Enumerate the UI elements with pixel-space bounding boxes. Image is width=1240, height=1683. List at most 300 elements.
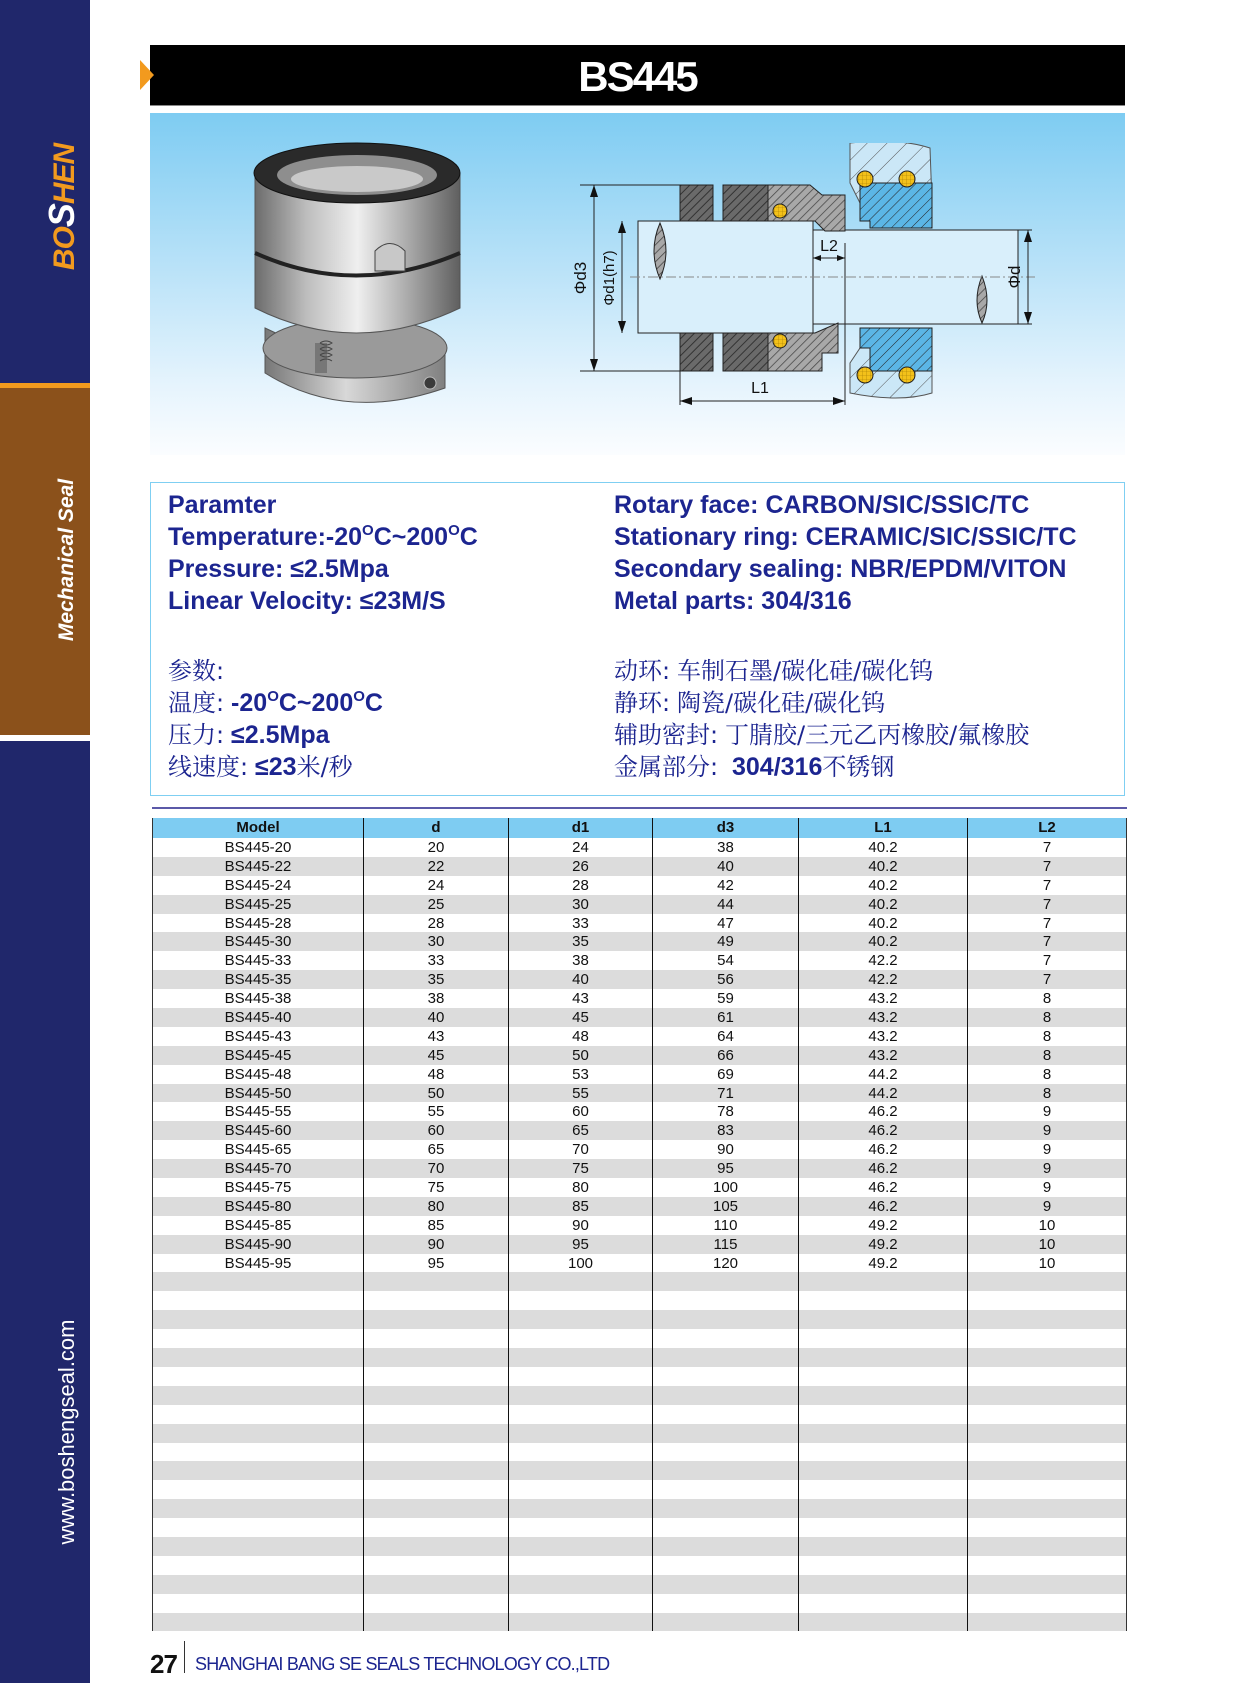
table-row [153,1121,1126,1140]
table-cell: 28 [364,914,509,933]
table-cell [653,1537,799,1556]
table-cell: 35 [509,932,653,951]
table-cell [153,1556,364,1575]
table-cell: 24 [509,838,653,857]
table-cell: BS445-95 [153,1254,364,1273]
parameter-box [150,482,1125,796]
table-cell [653,1405,799,1424]
table-cell [968,1556,1126,1575]
table-cell: 65 [364,1140,509,1159]
table-cell [653,1499,799,1518]
table-cell: 40.2 [799,895,968,914]
table-cell: 46.2 [799,1197,968,1216]
table-cell [364,1518,509,1537]
table-cell: 35 [364,970,509,989]
table-cell [968,1537,1126,1556]
table-row-empty [153,1386,1126,1405]
table-cell: 43.2 [799,989,968,1008]
table-cell: 7 [1042,971,1052,989]
cn-temp-c: C [364,689,383,717]
param-stationary-ring: Stationary ring: CERAMIC/SIC/SSIC/TC [614,523,1077,551]
table-cell: 69 [653,1065,799,1084]
title-bar [150,45,1125,106]
cn-velocity-value: ≤23 [255,753,297,781]
table-cell: BS445-85 [153,1216,364,1235]
table-cell [364,1556,509,1575]
table-cell: BS445-65 [153,1140,364,1159]
table-cell [153,1613,364,1632]
table-cell [364,1329,509,1348]
table-cell [968,1594,1126,1613]
table-cell: 43.2 [799,1027,968,1046]
table-cell: 54 [653,951,799,970]
logo-suffix: HEN [48,143,81,205]
table-cell: 7 [1042,839,1052,856]
column-header: d3 [653,818,799,838]
table-cell [653,1310,799,1329]
table-cell: 110 [653,1216,799,1235]
product-hero [150,113,1125,455]
column-header: Model [153,818,364,838]
table-cell: 59 [653,989,799,1008]
table-cell [653,1367,799,1386]
table-cell: 40 [653,857,799,876]
table-cell: 85 [509,1197,653,1216]
section-label: Mechanical Seal [55,478,78,642]
table-cell [968,1575,1126,1594]
table-cell: 38 [653,838,799,857]
label-l2: L2 [820,238,838,255]
table-cell: 22 [364,857,509,876]
table-cell [364,1272,509,1291]
table-cell [509,1405,653,1424]
table-cell: 56 [653,970,799,989]
table-cell: 70 [364,1159,509,1178]
table-cell [653,1291,799,1310]
table-cell: BS445-90 [153,1235,364,1254]
cn-velocity-unit: 米/秒 [296,753,353,781]
table-cell: BS445-70 [153,1159,364,1178]
degree-mark: O [362,522,374,539]
table-cell: BS445-80 [153,1197,364,1216]
table-cell [364,1424,509,1443]
table-cell: BS445-30 [153,932,364,951]
temp-text-a: Temperature:-20 [168,523,363,551]
table-cell [653,1461,799,1480]
table-row [153,1216,1126,1235]
table-cell: 38 [364,989,509,1008]
table-cell [153,1480,364,1499]
table-cell: BS445-24 [153,876,364,895]
table-cell [799,1405,968,1424]
table-cell: 49.2 [799,1235,968,1254]
table-cell [153,1329,364,1348]
label-l1: L1 [751,380,769,397]
table-cell [968,1461,1126,1480]
table-row-empty [153,1405,1126,1424]
table-cell [968,1291,1126,1310]
degree-mark: O [267,688,279,705]
cn-heading-text: 参数: [168,657,225,685]
table-cell [153,1405,364,1424]
table-cell [653,1480,799,1499]
table-cell [153,1386,364,1405]
table-cell [509,1575,653,1594]
table-cell [364,1310,509,1329]
table-cell: BS445-48 [153,1065,364,1084]
table-cell: 95 [509,1235,653,1254]
table-cell [509,1613,653,1632]
cn-metal-value: 304/316 [732,753,823,781]
table-cell: 28 [509,876,653,895]
table-cell: 30 [509,895,653,914]
website-link[interactable]: www.boshengseal.com [54,1319,79,1545]
table-cell: 75 [364,1178,509,1197]
table-cell [968,1424,1126,1443]
table-row-empty [153,1480,1126,1499]
column-header: L2 [1038,819,1056,836]
table-cell: 43 [509,989,653,1008]
table-cell [509,1556,653,1575]
product-photo [245,133,485,433]
section-divider [152,807,1127,809]
table-cell: BS445-33 [153,951,364,970]
table-row-empty [153,1443,1126,1462]
table-cell: 7 [1042,933,1052,951]
table-cell: 61 [653,1008,799,1027]
table-row [153,1027,1126,1046]
spec-table [152,818,1127,1631]
table-cell: BS445-43 [153,1027,364,1046]
table-row-empty [153,1424,1126,1443]
cn-rotary-value: 车制石墨/碳化硅/碳化钨 [677,657,934,685]
table-cell [799,1537,968,1556]
table-cell [653,1518,799,1537]
table-cell [364,1443,509,1462]
table-cell: 26 [509,857,653,876]
table-cell: BS445-35 [153,970,364,989]
table-row [153,876,1126,895]
table-cell [364,1348,509,1367]
table-cell: 33 [364,951,509,970]
table-cell: 83 [653,1121,799,1140]
cn-rotary-label: 动环: [614,657,671,685]
table-cell: 9 [1042,1103,1052,1121]
table-cell: 115 [653,1235,799,1254]
table-cell [509,1594,653,1613]
table-cell [799,1575,968,1594]
table-cell [653,1556,799,1575]
table-cell: BS445-28 [153,914,364,933]
table-row [153,1046,1126,1065]
param-cn-rotary [614,651,933,686]
table-cell: 33 [509,914,653,933]
logo-prefix: BO [48,227,81,271]
table-row-empty [153,1556,1126,1575]
table-cell [364,1461,509,1480]
table-cell [799,1613,968,1632]
table-row-empty [153,1575,1126,1594]
table-cell: 46.2 [799,1140,968,1159]
table-cell: BS445-22 [153,857,364,876]
table-row-empty [153,1291,1126,1310]
table-cell [799,1443,968,1462]
table-cell [364,1613,509,1632]
table-row [153,1178,1126,1197]
table-cell [799,1556,968,1575]
table-cell: 40 [364,1008,509,1027]
table-cell: 30 [364,932,509,951]
table-cell: 60 [509,1102,653,1121]
table-cell: 95 [364,1254,509,1273]
table-cell: BS445-75 [153,1178,364,1197]
param-cn-pressure [168,715,330,750]
table-cell [153,1310,364,1329]
table-cell [799,1424,968,1443]
table-cell: 44 [653,895,799,914]
param-rotary-face: Rotary face: CARBON/SIC/SSIC/TC [614,491,1030,519]
table-row-empty [153,1518,1126,1537]
table-cell: 43.2 [799,1046,968,1065]
table-cell: 7 [1042,914,1052,932]
cn-temp-a: -20 [231,689,268,717]
table-cell: 60 [364,1121,509,1140]
table-cell [153,1443,364,1462]
table-cell: 8 [1042,1084,1052,1102]
company-name: SHANGHAI BANG SE SEALS TECHNOLOGY CO.,LTD [195,1654,610,1674]
table-cell [364,1367,509,1386]
param-metal-parts: Metal parts: 304/316 [614,587,852,615]
table-cell [799,1272,968,1291]
table-cell: 50 [509,1046,653,1065]
table-cell [364,1575,509,1594]
table-cell: 9 [1042,1141,1052,1159]
cn-velocity-label: 线速度: [168,753,249,781]
table-cell: 120 [653,1254,799,1273]
table-cell: BS445-55 [153,1102,364,1121]
table-cell: 44.2 [799,1084,968,1103]
table-cell: 45 [364,1046,509,1065]
table-cell [799,1386,968,1405]
table-row [153,1159,1126,1178]
table-cell: 25 [364,895,509,914]
table-cell: 46.2 [799,1102,968,1121]
label-d: Φd [1005,265,1024,289]
table-cell: 44.2 [799,1065,968,1084]
table-cell: 43 [364,1027,509,1046]
table-cell: 71 [653,1084,799,1103]
table-cell [153,1594,364,1613]
page-number: 27 [150,1649,177,1679]
table-cell: 8 [1042,1009,1052,1027]
table-cell [153,1499,364,1518]
table-cell: 8 [1042,990,1052,1008]
table-cell [364,1386,509,1405]
table-cell [509,1367,653,1386]
table-cell: 40.2 [799,876,968,895]
table-cell: 105 [653,1197,799,1216]
label-d1: Φd1(h7) [601,250,618,306]
table-cell [799,1348,968,1367]
table-cell [653,1348,799,1367]
table-cell [653,1272,799,1291]
table-cell: 55 [364,1102,509,1121]
table-row-empty [153,1461,1126,1480]
table-cell: 9 [1042,1122,1052,1140]
table-cell: 66 [653,1046,799,1065]
param-cn-stationary [614,683,885,718]
table-cell [653,1575,799,1594]
table-cell [799,1310,968,1329]
table-cell [509,1537,653,1556]
table-cell: 43.2 [799,1008,968,1027]
table-cell [153,1518,364,1537]
table-cell: 48 [364,1065,509,1084]
table-cell: 40.2 [799,857,968,876]
cn-metal-label: 金属部分: [614,753,719,781]
table-cell [653,1594,799,1613]
table-cell: 85 [364,1216,509,1235]
table-cell [653,1424,799,1443]
table-cell: 49.2 [799,1254,968,1273]
table-cell [968,1443,1126,1462]
table-cell [364,1405,509,1424]
table-cell [153,1424,364,1443]
table-cell [509,1386,653,1405]
table-cell: 45 [509,1008,653,1027]
table-cell [968,1367,1126,1386]
column-header: d [364,818,509,838]
table-cell: BS445-50 [153,1084,364,1103]
footer-separator [184,1641,185,1673]
table-cell [653,1386,799,1405]
table-cell: 7 [1042,876,1052,894]
table-cell: 42.2 [799,970,968,989]
table-row [153,1008,1126,1027]
param-cn-velocity [168,747,353,782]
table-cell [968,1480,1126,1499]
table-cell: 75 [509,1159,653,1178]
table-cell [509,1518,653,1537]
cross-section-diagram [570,143,1070,433]
table-cell: 8 [1042,1065,1052,1083]
table-row [153,1140,1126,1159]
table-cell: 40.2 [799,914,968,933]
table-cell [509,1348,653,1367]
table-cell: 95 [653,1159,799,1178]
table-cell [799,1329,968,1348]
table-cell [509,1443,653,1462]
table-header-row [153,818,1126,838]
table-cell: BS445-60 [153,1121,364,1140]
cn-temp-label: 温度: [168,689,225,717]
table-row-empty [153,1499,1126,1518]
table-cell [153,1537,364,1556]
table-cell: 40 [509,970,653,989]
table-cell: BS445-25 [153,895,364,914]
table-cell [968,1386,1126,1405]
table-row [153,1084,1126,1103]
table-cell: 10 [1038,1235,1056,1253]
page-title: BS445 [578,53,697,100]
table-cell [364,1480,509,1499]
table-cell: BS445-20 [153,838,364,857]
table-cell: 49.2 [799,1216,968,1235]
table-cell [509,1461,653,1480]
table-cell [968,1310,1126,1329]
table-cell [509,1329,653,1348]
table-cell: 9 [1042,1160,1052,1178]
table-cell: 55 [509,1084,653,1103]
param-heading: Paramter [168,491,277,519]
table-cell [153,1575,364,1594]
table-cell: 100 [509,1254,653,1273]
table-cell [653,1613,799,1632]
cn-stationary-label: 静环: [614,689,671,717]
table-cell [968,1272,1126,1291]
table-cell [968,1405,1126,1424]
title-arrow-icon [140,60,154,90]
table-row [153,1197,1126,1216]
table-cell [799,1367,968,1386]
param-temperature [168,523,478,552]
table-cell [799,1594,968,1613]
table-cell [509,1272,653,1291]
table-row [153,857,1126,876]
table-cell: BS445-40 [153,1008,364,1027]
param-cn-secondary [614,715,1029,750]
table-row-empty [153,1329,1126,1348]
param-cn-temperature [168,683,383,718]
table-cell [364,1499,509,1518]
table-cell: 78 [653,1102,799,1121]
table-row-empty [153,1537,1126,1556]
table-cell [509,1480,653,1499]
table-cell [364,1291,509,1310]
table-row [153,970,1126,989]
param-cn-metal [614,747,894,782]
table-cell: 100 [653,1178,799,1197]
table-row [153,838,1126,857]
table-cell: 7 [1042,857,1052,875]
cn-stationary-value: 陶瓷/碳化硅/碳化钨 [677,689,886,717]
logo-s-mark: S [41,204,82,228]
table-cell: BS445-38 [153,989,364,1008]
table-row-empty [153,1613,1126,1632]
cn-pressure-label: 压力: [168,721,225,749]
table-cell [153,1272,364,1291]
sidebar-gap [0,735,90,741]
param-cn-heading [168,651,224,686]
table-cell: 80 [509,1178,653,1197]
table-cell [968,1613,1126,1632]
table-cell [153,1461,364,1480]
table-row [153,914,1126,933]
table-row-empty [153,1272,1126,1291]
table-cell: 10 [1038,1216,1056,1234]
table-cell: 42.2 [799,951,968,970]
table-row [153,951,1126,970]
table-cell: 70 [509,1140,653,1159]
table-cell: BS445-45 [153,1046,364,1065]
table-row-empty [153,1367,1126,1386]
param-secondary-sealing: Secondary sealing: NBR/EPDM/VITON [614,555,1067,583]
table-cell: 46.2 [799,1159,968,1178]
table-cell: 46.2 [799,1178,968,1197]
table-row [153,932,1126,951]
table-cell [153,1291,364,1310]
table-cell [799,1499,968,1518]
